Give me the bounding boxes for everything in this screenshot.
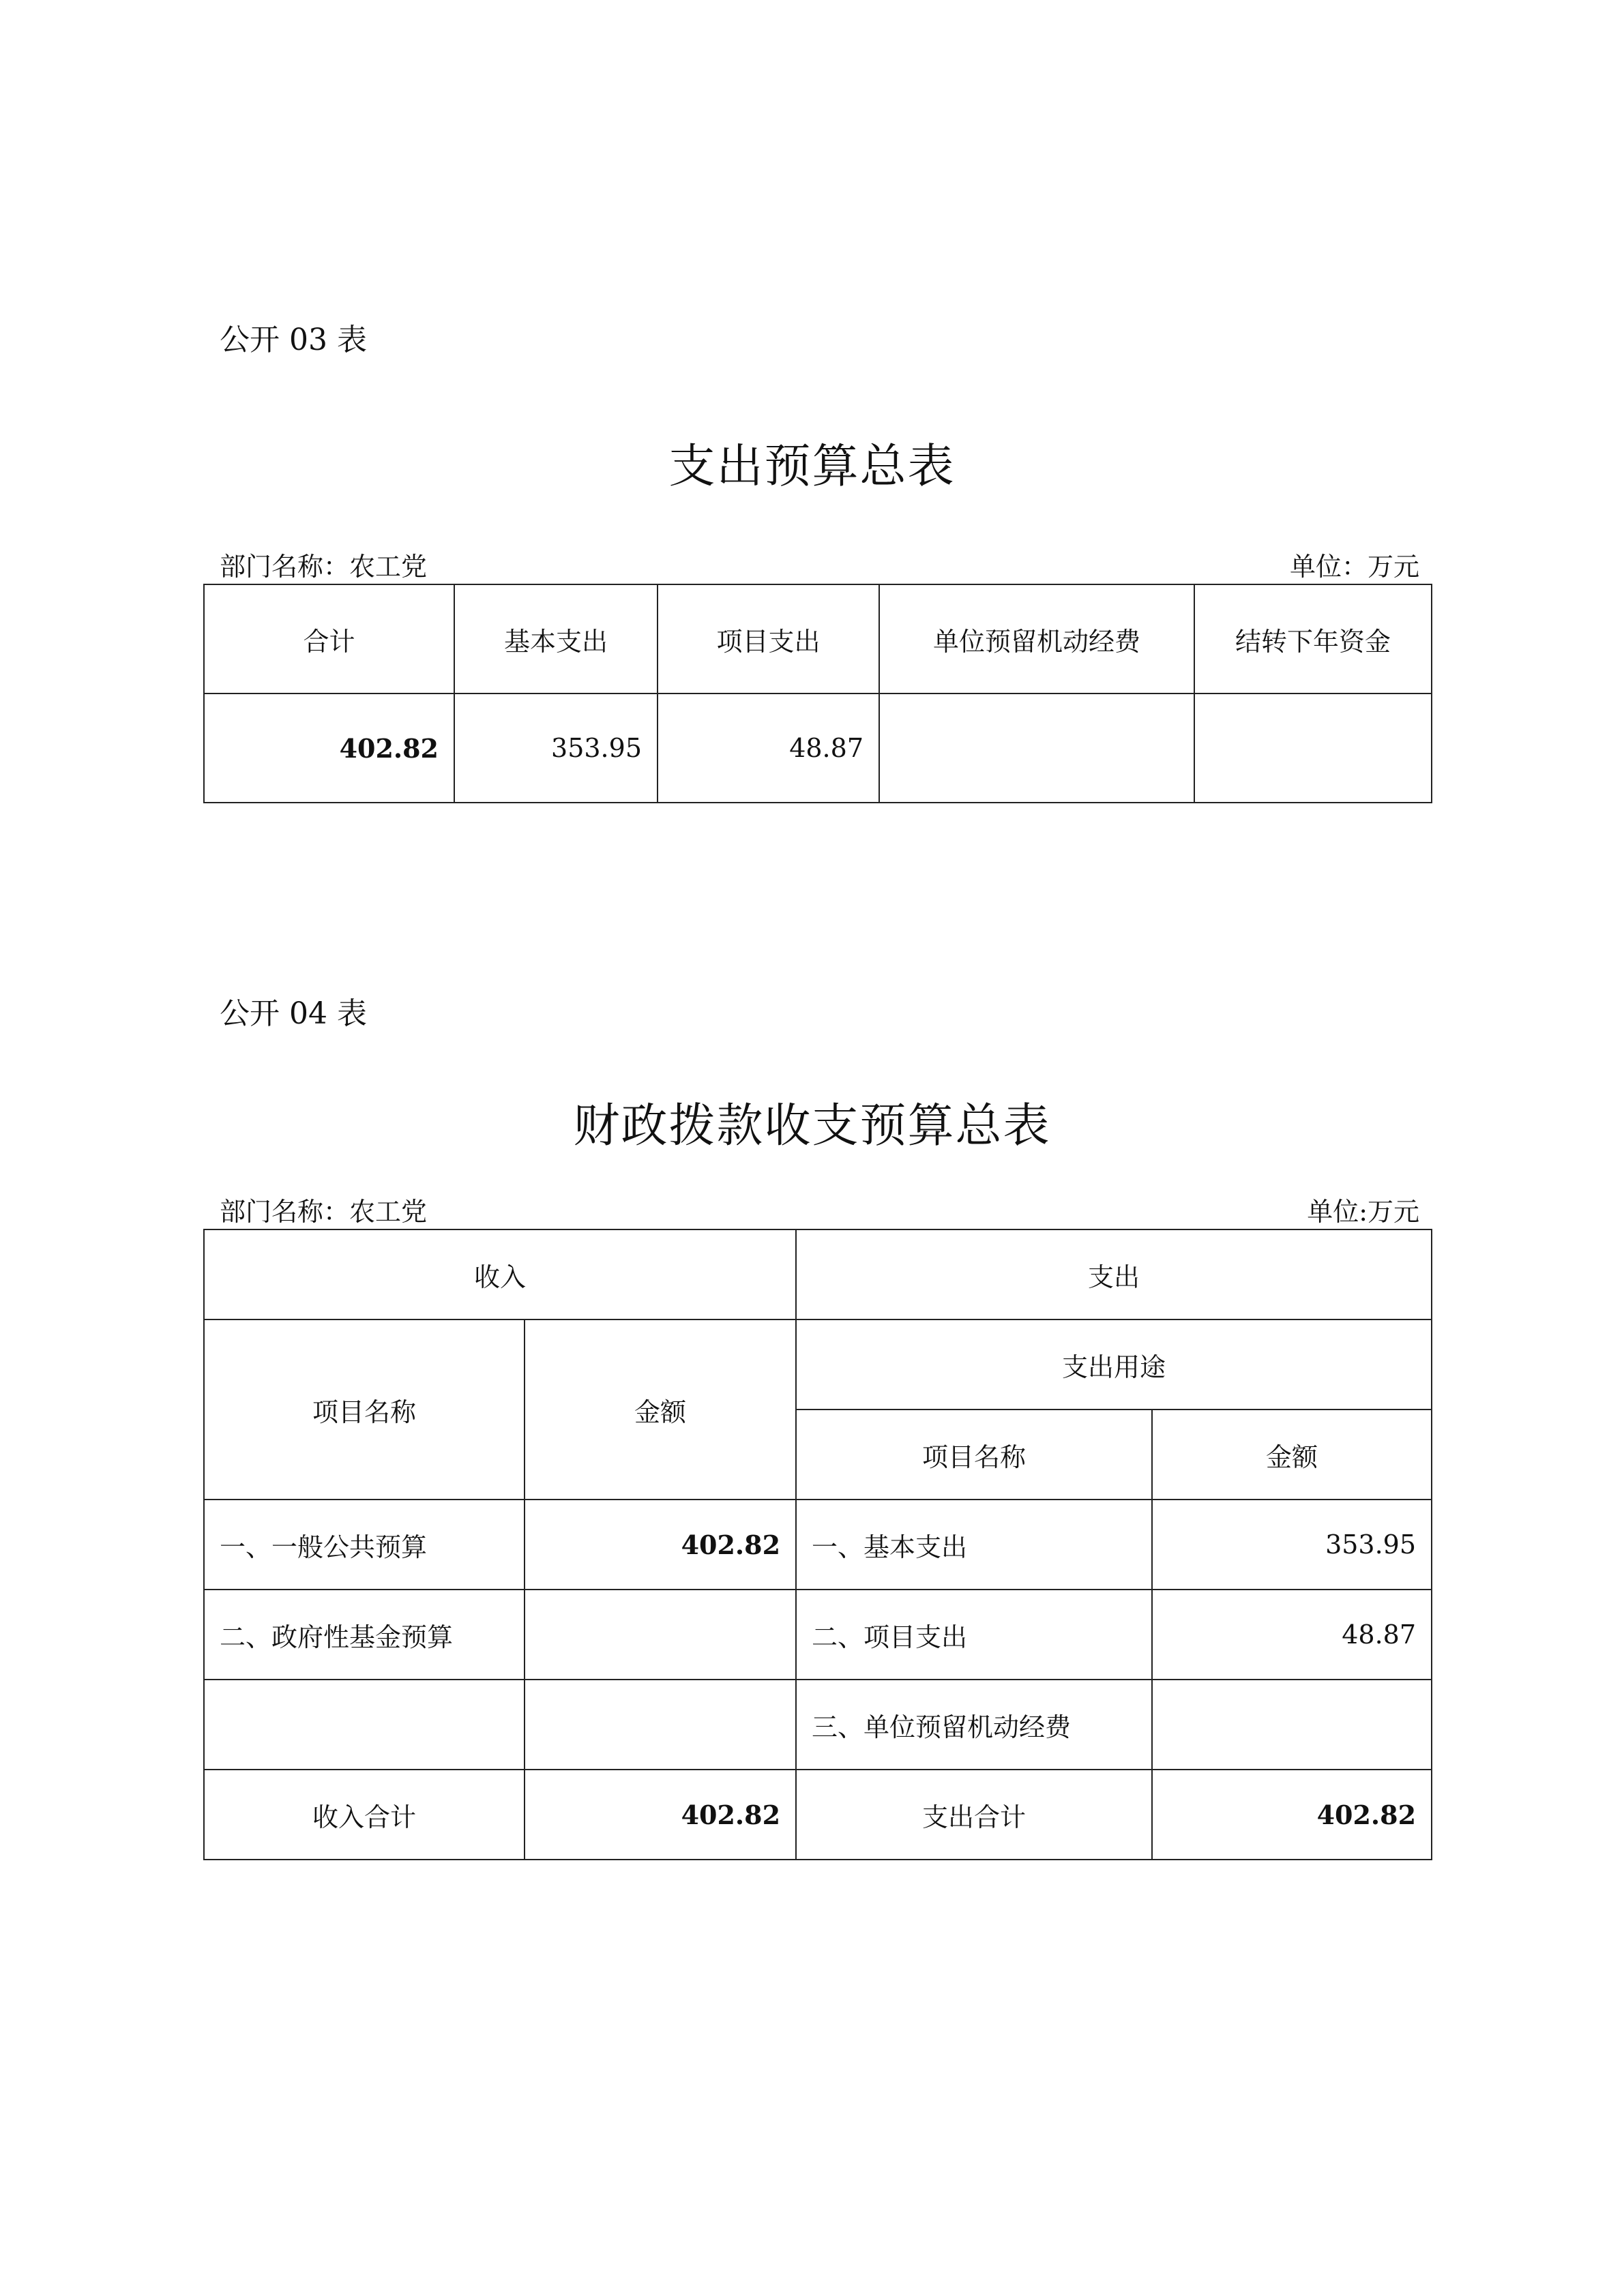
income-amount bbox=[525, 1680, 796, 1770]
header-expense-amount: 金额 bbox=[1152, 1410, 1432, 1500]
header-income-item-name: 项目名称 bbox=[204, 1320, 525, 1500]
income-total: 402.82 bbox=[525, 1770, 796, 1860]
unit-label: 单位：万元 bbox=[1289, 552, 1419, 582]
table-row bbox=[204, 1680, 1432, 1770]
table-header-row bbox=[204, 1229, 1432, 1320]
table-row bbox=[204, 1590, 1432, 1680]
table-row bbox=[204, 1500, 1432, 1590]
table-code-label: 公开 04 表 bbox=[220, 996, 367, 1031]
page-title: 财政拨款收支预算总表 bbox=[573, 1099, 1051, 1153]
table-total-row bbox=[204, 1770, 1432, 1860]
expense-total-label: 支出合计 bbox=[796, 1770, 1152, 1860]
income-total-label: 收入合计 bbox=[204, 1770, 525, 1860]
table-header-row bbox=[204, 1320, 1432, 1410]
fiscal-budget-table bbox=[203, 1229, 1432, 1860]
cell-project-expense: 48.87 bbox=[658, 694, 879, 803]
department-name: 部门名称：农工党 bbox=[220, 1197, 428, 1227]
header-income-amount: 金额 bbox=[525, 1320, 796, 1500]
expense-item: 二、项目支出 bbox=[796, 1590, 1152, 1680]
page-title: 支出预算总表 bbox=[668, 440, 956, 494]
income-item: 二、政府性基金预算 bbox=[204, 1590, 525, 1680]
cell-reserve-fund bbox=[879, 694, 1194, 803]
header-expense-usage: 支出用途 bbox=[796, 1320, 1432, 1410]
expense-amount: 353.95 bbox=[1152, 1500, 1432, 1590]
income-amount bbox=[525, 1590, 796, 1680]
header-total: 合计 bbox=[204, 584, 454, 694]
expense-amount: 48.87 bbox=[1152, 1590, 1432, 1680]
cell-basic-expense: 353.95 bbox=[454, 694, 658, 803]
header-income: 收入 bbox=[204, 1229, 796, 1320]
header-expense-item-name: 项目名称 bbox=[796, 1410, 1152, 1500]
header-carryover: 结转下年资金 bbox=[1194, 584, 1432, 694]
table-code-label: 公开 03 表 bbox=[220, 323, 367, 357]
income-item bbox=[204, 1680, 525, 1770]
cell-carryover bbox=[1194, 694, 1432, 803]
expense-budget-table bbox=[203, 584, 1432, 803]
header-reserve-fund: 单位预留机动经费 bbox=[879, 584, 1194, 694]
cell-total: 402.82 bbox=[204, 694, 454, 803]
expense-total: 402.82 bbox=[1152, 1770, 1432, 1860]
header-expense: 支出 bbox=[796, 1229, 1432, 1320]
income-item: 一、一般公共预算 bbox=[204, 1500, 525, 1590]
department-name: 部门名称：农工党 bbox=[220, 552, 428, 582]
table-row bbox=[204, 694, 1432, 803]
expense-amount bbox=[1152, 1680, 1432, 1770]
unit-label: 单位:万元 bbox=[1307, 1197, 1419, 1227]
table-header-row bbox=[204, 584, 1432, 694]
expense-item: 三、单位预留机动经费 bbox=[796, 1680, 1152, 1770]
income-amount: 402.82 bbox=[525, 1500, 796, 1590]
expense-item: 一、基本支出 bbox=[796, 1500, 1152, 1590]
header-basic-expense: 基本支出 bbox=[454, 584, 658, 694]
header-project-expense: 项目支出 bbox=[658, 584, 879, 694]
